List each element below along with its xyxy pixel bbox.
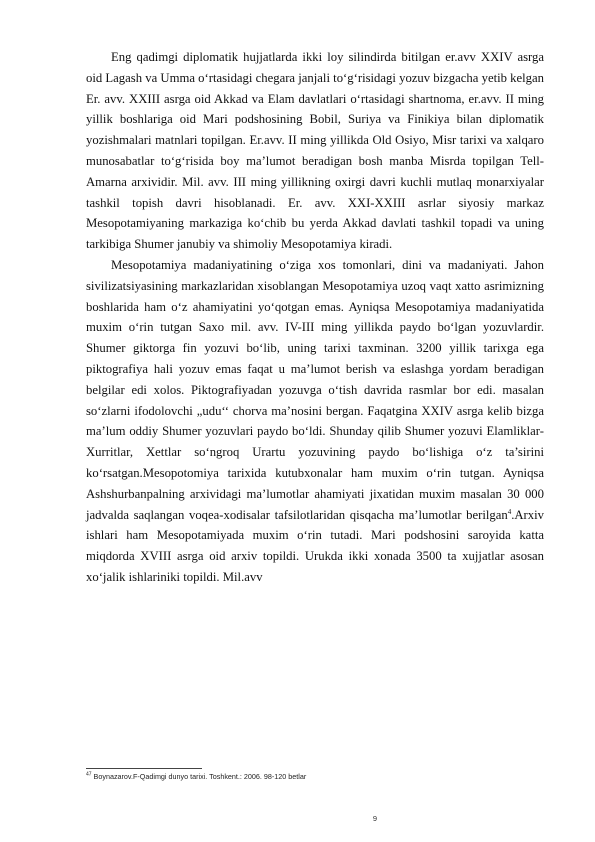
footnote-divider <box>86 768 202 769</box>
paragraph-2-continuation: .Arxiv ishlari ham Mesopotamiyada muxim o‘rin tutadi. Mari podshosini saroyida katta miqdorda XVIII asrga oid arxiv topildi. Urukda ikki xonada 3500 ta xujjatlar asosan xo‘jalik ishlariniki topildi. Mil.avv <box>86 507 544 584</box>
footnote-number: 47 <box>86 771 92 778</box>
paragraph-1: Eng qadimgi diplomatik hujjatlarda ikki loy silindirda bitilgan er.avv XXIV asrga oid Lagash va Umma o‘rtasidagi chegara janjali to‘g‘risidagi yozuv bizgacha yetib kelgan Er. avv. XXIII asrga oid Akkad va Elam davlatlari o‘rtasidagi shartnoma, er.avv. II ming yillik boshlariga oid Mari podshosining Bobil, Suriya va Finikiya bilan diplomatik yozishmalari matnlari topilgan. Er.avv. II ming yillikda Old Osiyo, Misr tarixi va xalqaro munosabatlar to‘g‘risida boy ma’lumot beradigan bosh manba Misrda topilgan Tell-Amarna arxividir. Mil. avv. III ming yillikning oxirgi davri kuchli mutlaq monarxiyalar tashkil topish davri hisoblanadi. Er. avv. XXI-XXIII asrlar siyosiy markaz Mesopotamiyaning markaziga ko‘chib bu yerda Akkad davlati tashkil topadi va uning tarkibiga Shumer janubiy va shimoliy Mesopotamiya kiradi. <box>86 50 544 252</box>
document-body <box>86 47 544 588</box>
paragraph-2 <box>86 255 544 588</box>
footnote <box>86 772 544 781</box>
footnote-reference[interactable]: 4 <box>507 507 512 516</box>
paragraph-2-text: Mesopotamiya madaniyatining o‘ziga xos tomonlari, dini va madaniyati. Jahon sivilizatsiyasining markazlaridan xisoblangan Mesopotamiya uzoq vaqt xatto asrimizning boshlarida ham o‘z ahamiyatini yo‘qotgan emas. Ayniqsa Mesopotamiya madaniyatida muxim o‘rin tutgan Saxo mil. avv. IV-III ming yillikda paydo bo‘lgan yozuvlardir. Shumer giktorga fin yozuvi bo‘lib, uning tarixi taxminan. 3200 yillik tarixga ega piktografiya hali yozuv emas faqat u ma’lumot berish va eslashga yordam beradigan belgilar edi xolos. Piktografiyadan yozuvga o‘tish davrida rasmlar bor edi. masalan so‘zlarni ifodolovchi „udu‘‘ chorva ma’nosini bergan. Faqatgina XXIV asrga kelib bizga ma’lum oddiy Shumer yozuvlari paydo bo‘ldi. Shunday qilib Shumer yozuvi Elamliklar-Xurritlar, Xettlar so‘ngroq Urartu yozuvining paydo bo‘lishiga o‘z ta’sirini ko‘rsatgan.Mesopotomiya tarixida kutubxonalar ham muxim o‘rin tutgan. Ayniqsa Ashshurbanpalning arxividagi ma’lumotlar ahamiyati jixatidan muxim masalan 30 000 jadvalda saqlangan voqea-xodisalar tafsilotlaridan qisqacha ma’lumotlar berilgan <box>86 257 544 522</box>
page-number: 9 <box>372 814 378 823</box>
footnote-text: Boynazarov.F-Qadimgi dunyo tarixi. Toshkent.: 2006. 98-120 betlar <box>91 772 307 781</box>
